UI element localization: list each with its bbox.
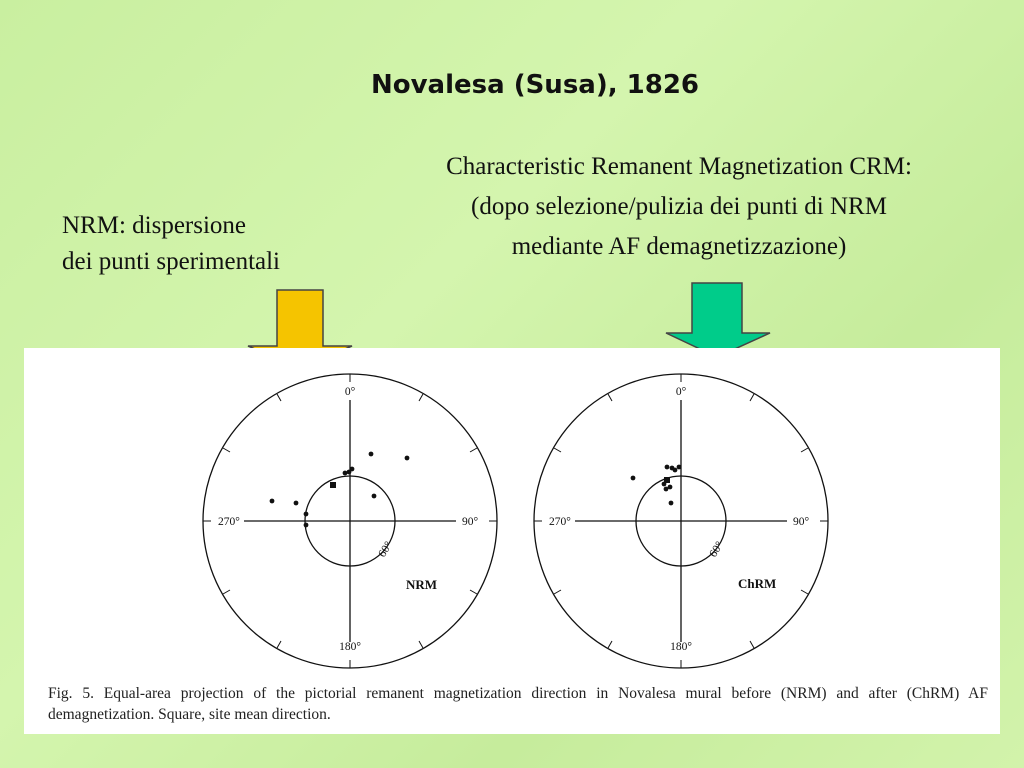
crm-label xyxy=(340,147,1018,267)
nrm-point xyxy=(350,467,355,472)
nrm-point xyxy=(294,501,299,506)
nrm-mean-square xyxy=(330,482,336,488)
chrm-labels xyxy=(549,386,810,653)
chrm-point xyxy=(669,501,674,506)
chrm-point xyxy=(665,465,670,470)
chrm-point xyxy=(673,468,678,473)
chrm-points xyxy=(631,465,682,506)
chrm-stereonet xyxy=(534,374,828,668)
nrm-point xyxy=(369,452,374,457)
nrm-label-90: 90° xyxy=(462,516,479,528)
chrm-point xyxy=(668,485,673,490)
nrm-label xyxy=(62,208,382,280)
nrm-plot-title: NRM xyxy=(406,577,438,592)
chrm-plot-title: ChRM xyxy=(738,576,777,591)
figure-caption: Fig. 5. Equal-area projection of the pictorial remanent magnetization direction in Novalesa mural before (NRM) and after (ChRM) AF demagnetization. Square, site mean direction. xyxy=(48,685,988,723)
slide-title: Novalesa (Susa), 1826 xyxy=(370,70,700,100)
nrm-point xyxy=(304,523,309,528)
nrm-points xyxy=(270,452,410,528)
nrm-stereonet xyxy=(203,374,497,668)
chrm-label-0: 0° xyxy=(675,386,687,398)
chrm-mean-square xyxy=(664,477,670,483)
nrm-label-270: 270° xyxy=(218,516,240,528)
nrm-label-0: 0° xyxy=(344,386,356,398)
stereonet-figure xyxy=(24,348,1000,734)
nrm-label-line-1: NRM: dispersione xyxy=(62,212,247,239)
chrm-label-180: 180° xyxy=(670,641,692,653)
nrm-label-line-2: dei punti sperimentali xyxy=(62,248,281,275)
crm-label-line-1: Characteristic Remanent Magnetization CRM: xyxy=(446,153,912,180)
chrm-point xyxy=(631,476,636,481)
chrm-label-270: 270° xyxy=(549,516,571,528)
nrm-label-180: 180° xyxy=(339,641,361,653)
nrm-point xyxy=(372,494,377,499)
chrm-point xyxy=(677,465,682,470)
chrm-label-60: 60° xyxy=(707,539,727,560)
nrm-point xyxy=(270,499,275,504)
nrm-point xyxy=(343,471,348,476)
chrm-label-90: 90° xyxy=(793,516,810,528)
nrm-point xyxy=(405,456,410,461)
crm-label-line-3: mediante AF demagnetizzazione) xyxy=(511,233,847,260)
figure-panel xyxy=(24,348,1000,734)
nrm-labels xyxy=(218,386,479,653)
nrm-label-60: 60° xyxy=(376,539,396,560)
crm-label-line-2: (dopo selezione/pulizia dei punti di NRM xyxy=(471,193,887,220)
nrm-point xyxy=(304,512,309,517)
chrm-arrow-shape xyxy=(666,283,770,357)
